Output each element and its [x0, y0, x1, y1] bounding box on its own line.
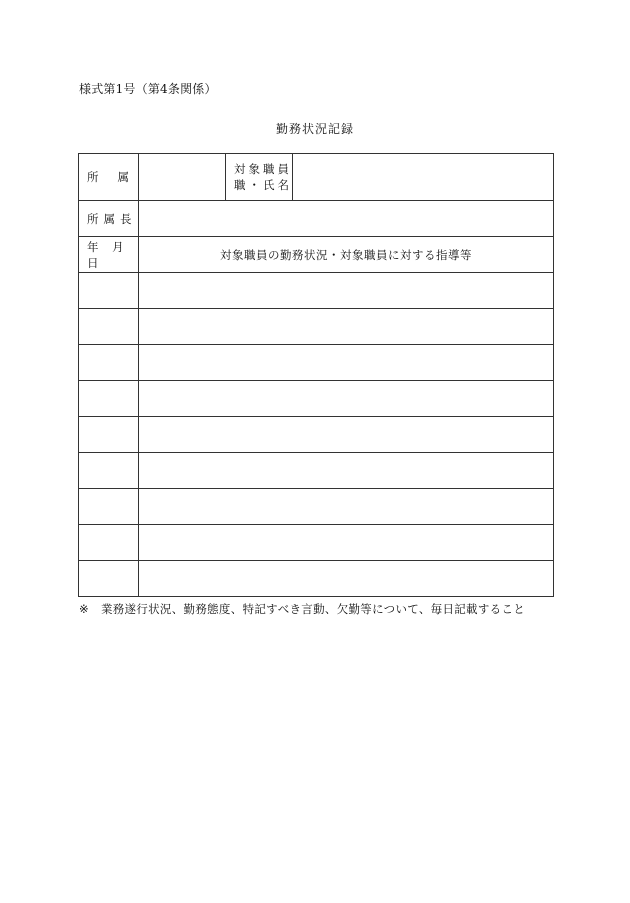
content-cell[interactable] [139, 417, 554, 453]
affiliation-label-char-1: 所 [87, 170, 99, 184]
date-cell[interactable] [79, 417, 139, 453]
chief-label: 所属長 [79, 201, 139, 237]
table-row [79, 345, 554, 381]
table-row [79, 417, 554, 453]
table-row [79, 525, 554, 561]
table-row [79, 561, 554, 597]
work-status-table [78, 153, 554, 597]
target-staff-field[interactable] [293, 154, 554, 201]
date-cell[interactable] [79, 525, 139, 561]
content-cell[interactable] [139, 345, 554, 381]
affiliation-label-char-2: 属 [117, 170, 129, 184]
footnote-text: 業務遂行状況、勤務態度、特記すべき言動、欠勤等について、毎日記載すること [100, 602, 526, 616]
target-staff-label [226, 154, 293, 201]
date-cell[interactable] [79, 273, 139, 309]
table-row [79, 453, 554, 489]
table-row [79, 381, 554, 417]
content-cell[interactable] [139, 381, 554, 417]
table-row [79, 309, 554, 345]
table-row [79, 489, 554, 525]
date-cell[interactable] [79, 453, 139, 489]
chief-field[interactable] [139, 201, 554, 237]
column-header-row [79, 237, 554, 273]
date-cell[interactable] [79, 345, 139, 381]
date-cell[interactable] [79, 561, 139, 597]
target-staff-label-line2: 職・氏名 [234, 178, 292, 192]
content-cell[interactable] [139, 489, 554, 525]
content-cell[interactable] [139, 309, 554, 345]
content-cell[interactable] [139, 273, 554, 309]
content-cell[interactable] [139, 453, 554, 489]
footnote [79, 601, 525, 617]
affiliation-label [79, 154, 139, 201]
chief-row [79, 201, 554, 237]
date-column-header: 年 月 日 [79, 237, 139, 273]
date-cell[interactable] [79, 489, 139, 525]
form-number: 様式第1号（第4条関係） [79, 82, 217, 96]
date-cell[interactable] [79, 381, 139, 417]
table-row [79, 273, 554, 309]
content-column-header: 対象職員の勤務状況・対象職員に対する指導等 [139, 237, 554, 273]
reference-mark-icon: ※ [79, 602, 89, 616]
affiliation-field[interactable] [139, 154, 226, 201]
content-cell[interactable] [139, 561, 554, 597]
document-title: 勤務状況記録 [275, 122, 354, 136]
date-cell[interactable] [79, 309, 139, 345]
content-cell[interactable] [139, 525, 554, 561]
affiliation-row [79, 154, 554, 201]
target-staff-label-line1: 対象職員 [234, 162, 292, 176]
